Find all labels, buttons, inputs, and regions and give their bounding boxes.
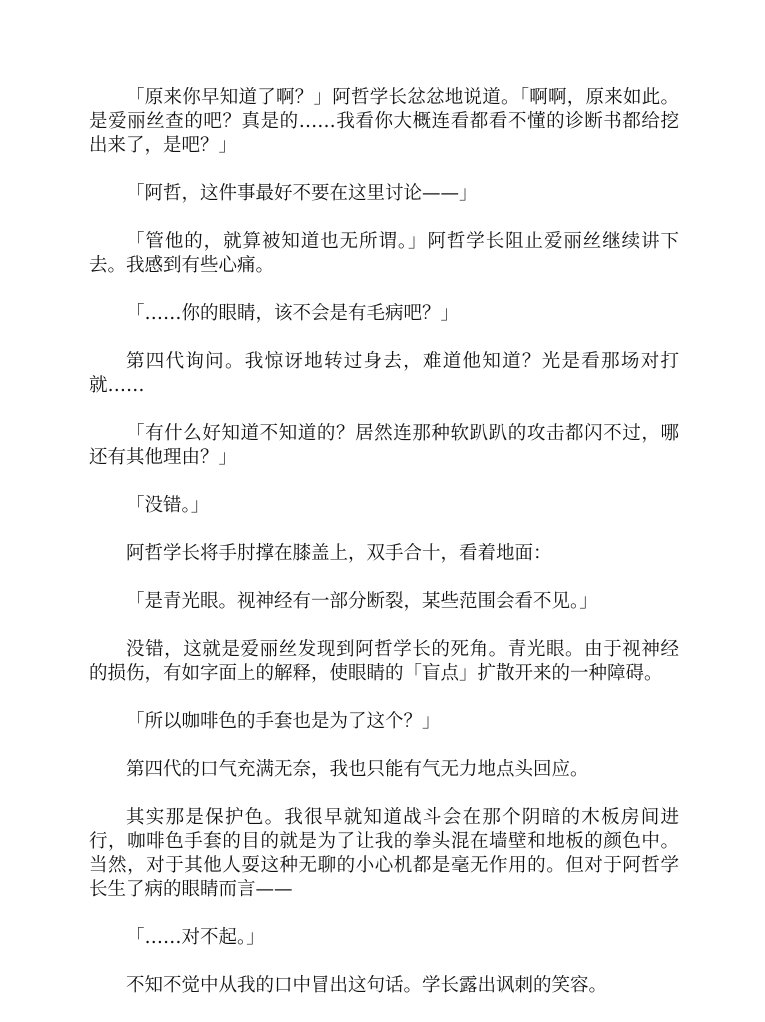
paragraph: 不知不觉中从我的口中冒出这句话。学长露出讽刺的笑容。 <box>126 975 608 996</box>
paragraph: 「管他的，就算被知道也无所谓。」阿哲学长阻止爱丽丝继续讲下去。我感到有些心痛。 <box>89 231 679 276</box>
paragraph: 「是青光眼。视神经有一部分断裂，某些范围会看不见。」 <box>126 591 598 612</box>
paragraph: 「原来你早知道了啊？」阿哲学长忿忿地说道。「啊啊，原来如此。是爱丽丝查的吧？真是的……我看你大概连看都看不懂的诊断书都给挖出来了，是吧？」 <box>89 87 679 156</box>
paragraph: 第四代的口气充满无奈，我也只能有气无力地点头回应。 <box>126 759 589 780</box>
paragraph: 阿哲学长将手肘撑在膝盖上，双手合十，看着地面： <box>126 543 552 564</box>
paragraph: 「没错。」 <box>126 495 210 516</box>
paragraph: 第四代询问。我惊讶地转过身去，难道他知道？光是看那场对打就…… <box>89 351 679 396</box>
paragraph: 没错，这就是爱丽丝发现到阿哲学长的死角。青光眼。由于视神经的损伤，有如字面上的解释，使眼睛的「盲点」扩散开来的一种障碍。 <box>89 639 679 684</box>
paragraph: 「所以咖啡色的手套也是为了这个？」 <box>126 711 441 732</box>
paragraph: 「阿哲，这件事最好不要在这里讨论——」 <box>126 183 478 204</box>
paragraph: 其实那是保护色。我很早就知道战斗会在那个阴暗的木板房间进行，咖啡色手套的目的就是为了让我的拳头混在墙壁和地板的颜色中。当然，对于其他人耍这种无聊的小心机都是毫无作用的。但对于阿哲学长生了病的眼睛而言—— <box>89 807 679 900</box>
document-body <box>89 86 679 1022</box>
paragraph: 「有什么好知道不知道的？居然连那种软趴趴的攻击都闪不过，哪还有其他理由？」 <box>89 423 679 468</box>
paragraph: 「……对不起。」 <box>126 927 265 948</box>
paragraph: 「……你的眼睛，该不会是有毛病吧？」 <box>126 303 460 324</box>
